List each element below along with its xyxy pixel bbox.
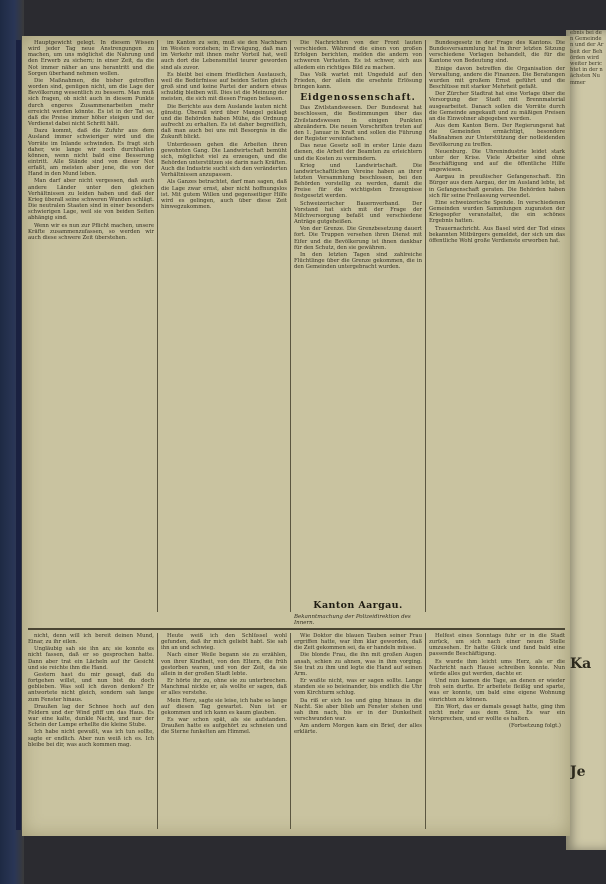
paragraph: Man darf aber nicht vergessen, daß auch andere Länder unter den gleichen Verhältnissen zu leiden haben und daß der Krieg überall seine schweren Wunden schlägt. Die neutralen Staaten sind in einer besonders schwierigen Lage, weil sie von beiden Seiten abhängig sind. [28,178,154,222]
continuation-note: (Fortsetzung folgt.) [508,723,561,730]
paragraph: Es wurde ihm leicht ums Herz, als er die Nachricht nach Hause schreiben konnte. Nun würde alles gut werden, dachte er. [429,658,565,677]
paragraph: Schweizerischer Bauernverband. Der Vorstand hat sich mit der Frage der Milchversorgung befaßt und verschiedene Anträge gutgeheißen. [294,200,422,226]
paragraph: Das Volk wartet mit Ungeduld auf den Frieden, der allein die ersehnte Erlösung bringen kann. [294,71,422,91]
lower-column-4 [429,633,565,833]
paragraph: Neuenburg. Die Uhrenindustrie leidet stark unter der Krise. Viele Arbeiter sind ohne Beschäftigung und auf die öffentliche Hilfe angewiesen. [429,148,565,174]
paragraph: Es war schon spät, als sie aufstanden. Draußen hatte es aufgehört zu schneien und die Sterne funkelten am Himmel. [161,717,287,736]
section-heading-eidgenossenschaft: Eidgenossenschaft. [300,93,416,104]
paragraph: nicht, denn will ich bereit deinen Mund, Einar, zu ihr eilen. [28,633,154,646]
paragraph: Die blonde Frau, die ihn mit großen Augen ansah, schien zu ahnen, was in ihm vorging. Sie trat zu ihm und legte die Hand auf seinen Arm. [294,652,422,677]
paragraph: im Kanton zu sein, muß sie den Nachbarn im Westen vorziehen; in Erwägung, daß man im Verkehr mit ihnen mehr Vorteil hat, weil auch dort die Lebensmittel teurer geworden sind als zuvor. [161,40,287,71]
paragraph: Am andern Morgen kam ein Brief, der alles erklärte. [294,723,422,736]
paragraph: Ungläubig sah sie ihn an; sie konnte es nicht fassen, daß er so gesprochen hatte. Dann aber trat ein Lächeln auf ihr Gesicht und sie reichte ihm die Hand. [28,646,154,671]
paragraph: Aargau in preußischer Gefangenschaft. Ein Bürger aus dem Aargau, der im Ausland lebte, ist in Gefangenschaft geraten. Die Behörden haben sich für seine Freilassung verwendet. [429,174,565,199]
column-rule [157,633,158,829]
paragraph: Die Maßnahmen, die bisher getroffen worden sind, genügen nicht, um die Lage der Bevölkerung wesentlich zu bessern. Man muß sich fragen, ob nicht auch in diesem Punkte durch engeres Zusammenarbeiten mehr erreicht werden könnte. Es ist in der Tat so, daß die Preise immer höher steigen und der Verdienst dabei nicht Schritt hält. [28,77,154,128]
paragraph: Eine schweizerische Spende. In verschiedenen Gemeinden wurden Sammlungen zugunsten der Kriegsopfer veranstaltet, die ein schönes Ergebnis hatten. [429,199,565,225]
paragraph: Draußen lag der Schnee hoch auf den Feldern und der Wind pfiff um das Haus. Es war eine kalte, dunkle Nacht, und nur der Schein der Lampe erhellte die kleine Stube. [28,703,154,729]
kanton-aargau-block [294,598,422,626]
adjacent-page-headline-2: Je [570,764,586,780]
section-subheading: Bekanntmachung der Polizeidirektion des Innern. [294,614,411,627]
paragraph: Unterdessen gehen die Arbeiten ihren gewohnten Gang. Die Landwirtschaft bemüht sich, möglichst viel zu erzeugen, und die Behörden unterstützen sie darin nach Kräften. Auch die Industrie sucht sich den veränderten Verhältnissen anzupassen. [161,141,287,179]
paragraph: Heute weiß ich den Schlüssel wohl gefunden, daß ihr mich geliebt habt. Sie sah ihn an und schwieg. [161,633,287,652]
column-rule [157,40,158,612]
paragraph: Einige davon betreffen die Organisation der Verwaltung, andere die Finanzen. Die Beratungen wurden mit großem Ernst geführt und die Beschlüsse mit starker Mehrheit gefaßt. [429,65,565,91]
adjacent-page [566,30,606,850]
column-rule [425,633,426,829]
upper-column-3 [294,40,422,616]
paragraph: Die Nachrichten von der Front lauten verschieden. Während die einen von großen Erfolgen berichten, melden die andern von schweren Verlusten. Es ist schwer, sich aus alledem ein richtiges Bild zu machen. [294,40,422,71]
paragraph: Als Ganzes betrachtet, darf man sagen, daß die Lage zwar ernst, aber nicht hoffnungslos ist. Mit gutem Willen und gegenseitiger Hilfe wird es gelingen, auch über diese Zeit hinwegzukommen. [161,179,287,211]
paragraph: Helfest eines Sonntags fuhr er in die Stadt zurück, um sich nach einer neuen Stelle umzusehen. Er hatte Glück und fand bald eine passende Beschäftigung. [429,633,565,658]
paragraph: Er wußte nicht, was er sagen sollte. Lange standen sie so beieinander, bis endlich die Uhr vom Kirchturm schlug. [294,678,422,697]
paragraph: Wenn wir es nun zur Pflicht machen, unsere Kräfte zusammenzufassen, so werden wir auch diese schwere Zeit überstehen. [28,222,154,241]
spine-edge [16,40,21,830]
paragraph: Bundesgesetz in der Frage des Kantons. Die Bundesversammlung hat in ihrer letzten Sitzung verschiedene Vorlagen behandelt, die für die Kantone von Bedeutung sind. [429,40,565,65]
paragraph: Trauernachricht. Aus Basel wird der Tod eines bekannten Mitbürgers gemeldet, der sich um das öffentliche Wohl große Verdienste erworben hat. [429,225,565,244]
paragraph: Der Zürcher Stadtrat hat eine Vorlage über die Versorgung der Stadt mit Brennmaterial ausgearbeitet. Danach sollen die Vorräte durch die Gemeinde angekauft und zu mäßigen Preisen an die Einwohner abgegeben werden. [429,91,565,122]
column-rule [290,633,291,829]
paragraph: Da riß er sich los und ging hinaus in die Nacht. Sie aber blieb am Fenster stehen und sah ihm nach, bis er in der Dunkelheit verschwunden war. [294,697,422,723]
upper-column-1 [28,40,154,616]
lower-column-2 [161,633,287,833]
adjacent-page-headline: Ka [570,656,592,672]
feuilleton-separator [28,628,565,630]
paragraph: Hauptgewicht gelegt. In diesem Wissen wird jeder Tag neue Anstrengungen zu machen, um uns möglichst die Nahrung und den Erwerb zu sichern; in einer Zeit, da die Not immer näher an uns herantritt und die Sorgen überhand nehmen wollen. [28,40,154,77]
paragraph: Und nun kamen die Tage, an denen er wieder froh sein durfte. Er arbeitete fleißig und sparte, was er konnte, um bald eine eigene Wohnung einrichten zu können. [429,678,565,703]
lower-column-1 [28,633,154,833]
paragraph: Das Zivilstandswesen. Der Bundesrat hat beschlossen, die Bestimmungen über das Zivilstandswesen in einigen Punkten abzuändern. Die neuen Vorschriften treten auf den 1. Januar in Kraft und sollen die Führung der Register vereinfachen. [294,105,422,143]
paragraph: Das neue Gesetz soll in erster Linie dazu dienen, die Arbeit der Beamten zu erleichtern und die Kosten zu vermindern. [294,143,422,162]
paragraph: Von der Grenze. Die Grenzbesetzung dauert fort. Die Truppen versehen ihren Dienst mit Eifer und die Bevölkerung ist ihnen dankbar für den Schutz, den sie gewähren. [294,226,422,251]
paragraph: Dazu kommt, daß die Zufuhr aus dem Ausland immer schwieriger wird und die Vorräte im Inlande schwinden. Es fragt sich daher, wie lange wir noch durchhalten können, wenn nicht bald eine Besserung eintritt. Alle Stände sind von dieser Not erfaßt, am meisten aber jene, die von der Hand in den Mund leben. [28,128,154,178]
paragraph: Nach einer Weile begann sie zu erzählen, von ihrer Kindheit, von den Eltern, die früh gestorben waren, und von der Zeit, da sie allein in der großen Stadt lebte. [161,652,287,677]
paragraph: Ein Wort, das er damals gesagt hatte, ging ihm nicht mehr aus dem Sinn. Es war ein Versprechen, und er wollte es halten. [429,703,565,723]
upper-column-4 [429,40,565,616]
upper-column-2 [161,40,287,616]
newspaper-page [22,36,570,836]
paragraph: Die Berichte aus dem Auslande lauten nicht günstig. Überall wird über Mangel geklagt und die Behörden haben Mühe, die Ordnung aufrecht zu erhalten. Es ist daher begreiflich, daß man auch bei uns mit Besorgnis in die Zukunft blickt. [161,103,287,141]
book-spine [0,0,24,884]
section-heading-kanton-aargau: Kanton Aargau. [313,600,403,611]
paragraph: Gestern hast du mir gesagt, daß du fortgehen willst, und nun bist du doch geblieben. Was soll ich davon denken? Er antwortete nicht gleich, sondern sah lange zum Fenster hinaus. [28,671,154,703]
adjacent-page-text: ebnis bei den Gemeinden und der Arbeit der Behörden wird weiter berichtet in der nächsten Nummer [570,30,604,86]
paragraph: Krieg und Landwirtschaft. Die landwirtschaftlichen Vereine haben an ihrer letzten Versammlung beschlossen, bei den Behörden vorstellig zu werden, damit die Preise für die wichtigsten Erzeugnisse festgesetzt werden. [294,162,422,200]
paragraph: Ich habe nicht gewußt, was ich tun sollte, sagte er endlich. Aber nun weiß ich es. Ich bleibe bei dir, was auch kommen mag. [28,729,154,748]
lower-column-3 [294,633,422,833]
paragraph: In den letzten Tagen sind zahlreiche Flüchtlinge über die Grenze gekommen, die in den Gemeinden untergebracht wurden. [294,251,422,271]
paragraph: Es bleibt bei einem friedlichen Austausch, weil die Bedürfnisse auf beiden Seiten gleich groß sind und keine Partei der andern etwas schuldig bleiben will. Dies ist die Meinung der meisten, die sich mit diesen Fragen befassen. [161,71,287,103]
column-rule [290,40,291,612]
paragraph: Er hörte ihr zu, ohne sie zu unterbrechen. Manchmal nickte er, als wollte er sagen, daß er alles verstehe. [161,678,287,697]
paragraph: Aus dem Kanton Bern. Der Regierungsrat hat die Gemeinden ermächtigt, besondere Maßnahmen zur Unterstützung der notleidenden Bevölkerung zu treffen. [429,123,565,148]
paragraph: Mein Herz, sagte sie leise, ich habe so lange auf diesen Tag gewartet. Nun ist er gekommen und ich kann es kaum glauben. [161,697,287,716]
column-rule [425,40,426,612]
paragraph: Wie Doktor die blauen Tauben seiner Frau ergriffen hatte, war ihm klar geworden, daß die Zeit gekommen sei, da er handeln müsse. [294,633,422,652]
